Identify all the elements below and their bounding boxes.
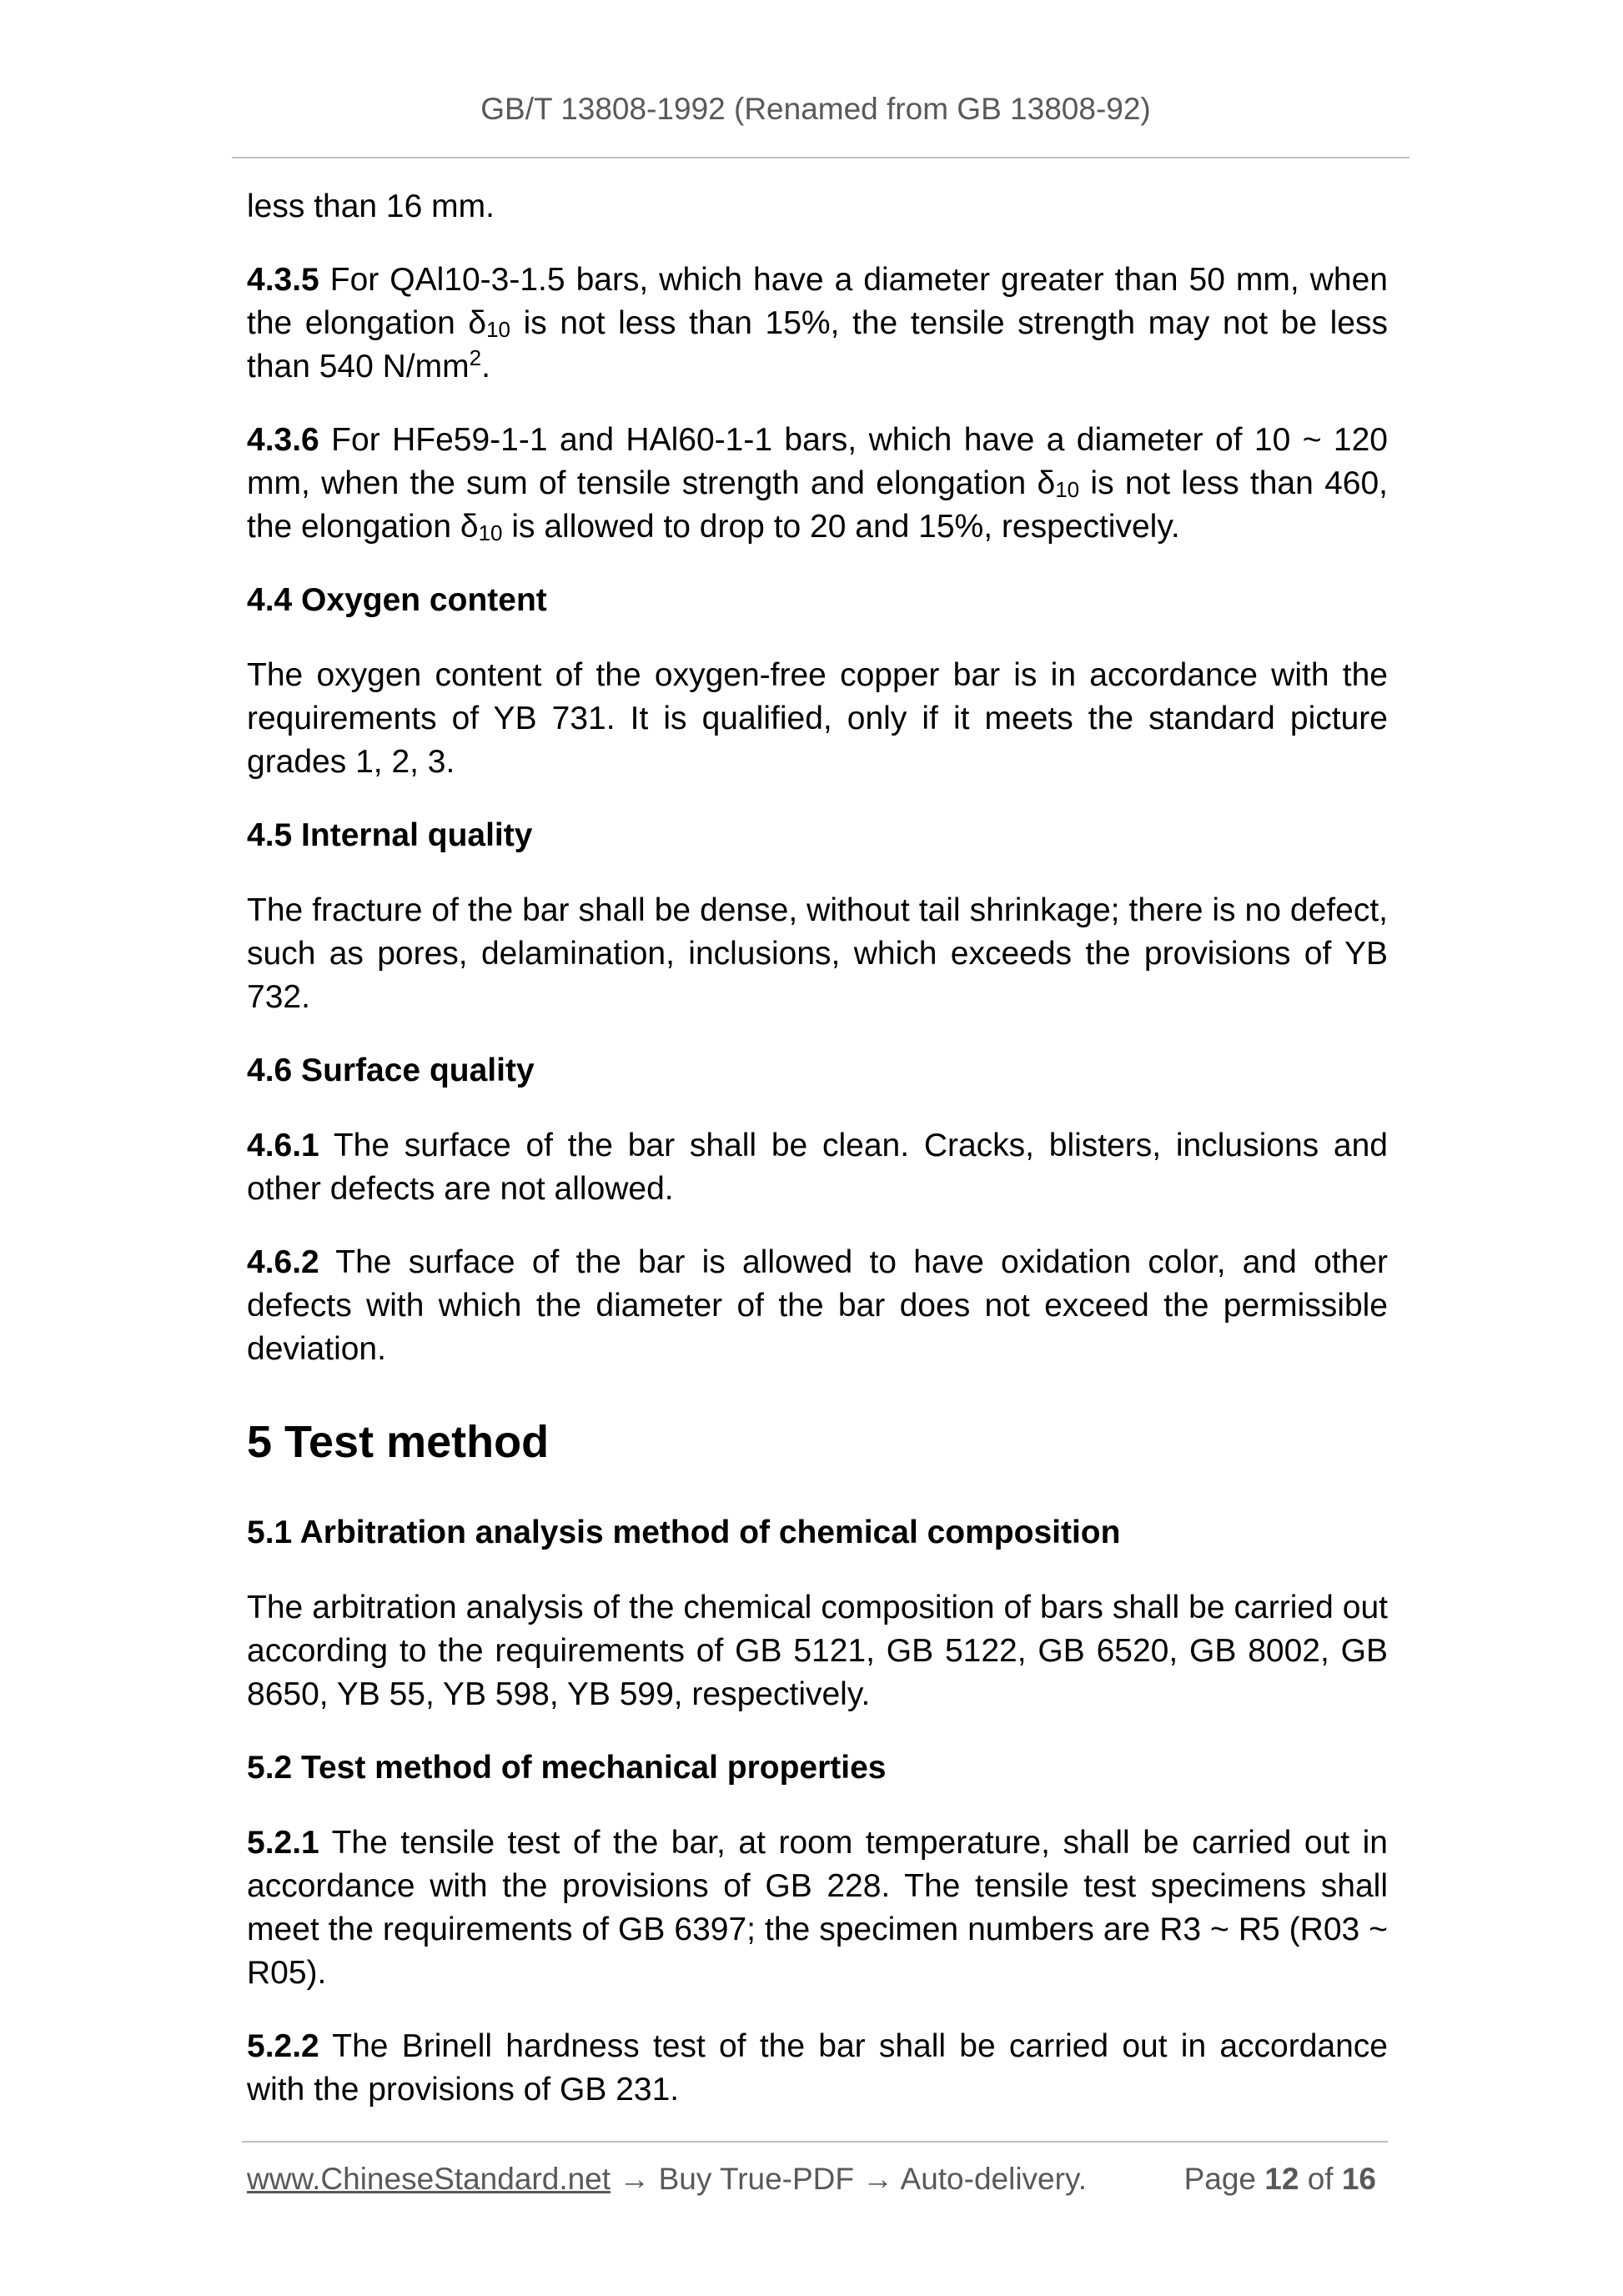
heading-4-4: 4.4 Oxygen content	[247, 582, 547, 618]
paragraph-arbitration-analysis: The arbitration analysis of the chemical composition of bars shall be carried out according to the requirements of GB 5121, GB 5122, GB 6520, GB 8002, GB 8650, YB 55, YB 598, YB 599, respectively.	[247, 1590, 1388, 1712]
clause-4-6-1	[247, 1124, 1388, 1211]
subscript: 10	[1055, 477, 1080, 502]
clause-text: is allowed to drop to 20 and 15%, respectively.	[502, 509, 1180, 545]
header-divider	[232, 157, 1409, 158]
subscript: 10	[486, 317, 511, 342]
clause-number: 4.6.1	[247, 1128, 319, 1163]
clause-4-3-5	[247, 259, 1388, 389]
clause-text: For QAl10-3-1.5 bars, which have a diameter greater than 50 mm, when the elongation δ	[247, 262, 1388, 341]
clause-number: 4.3.6	[247, 422, 319, 458]
heading-5-1: 5.1 Arbitration analysis method of chemical composition	[247, 1515, 1121, 1550]
heading-5-2: 5.2 Test method of mechanical properties	[247, 1750, 887, 1786]
clause-number: 5.2.2	[247, 2028, 319, 2064]
clause-text: The tensile test of the bar, at room temperature, shall be carried out in accordance with the provisions of GB 228. The tensile test specimens shall meet the requirements of GB 6397; the specimen numbers are R3 ~ R5 (R03 ~ R05).	[247, 1825, 1388, 1991]
heading-4-6: 4.6 Surface quality	[247, 1053, 535, 1088]
paragraph-internal-quality: The fracture of the bar shall be dense, without tail shrinkage; there is no defect, such as pores, delamination, inclusions, which exceeds the provisions of YB 732.	[247, 892, 1388, 1015]
clause-number: 4.6.2	[247, 1244, 319, 1280]
clause-text: The surface of the bar shall be clean. Cracks, blisters, inclusions and other defects are not allowed.	[247, 1128, 1388, 1207]
paragraph-oxygen-content: The oxygen content of the oxygen-free copper bar is in accordance with the requirements of YB 731. It is qualified, only if it meets the standard picture grades 1, 2, 3.	[247, 657, 1388, 780]
clause-4-6-2	[247, 1241, 1388, 1371]
clause-number: 4.3.5	[247, 262, 319, 298]
clause-number: 5.2.1	[247, 1825, 319, 1861]
page-number: 12	[1264, 2162, 1299, 2196]
clause-4-3-6	[247, 419, 1388, 549]
clause-text: is not less than 460, the elongation δ	[247, 465, 1388, 545]
clause-5-2-2	[247, 2025, 1388, 2112]
clause-text: The surface of the bar is allowed to have oxidation color, and other defects with which the diameter of the bar does not exceed the permissible deviation.	[247, 1244, 1388, 1367]
clause-text: is not less than 15%, the tensile strength may not be less than 540 N/mm	[247, 305, 1389, 384]
heading-4-5: 4.5 Internal quality	[247, 817, 533, 853]
page-header: GB/T 13808-1992 (Renamed from GB 13808-92)	[480, 92, 1151, 126]
subscript: 10	[478, 520, 503, 545]
document-body	[247, 185, 1388, 2112]
page-indicator	[1184, 2162, 1376, 2197]
clause-text: .	[481, 349, 490, 384]
page-label: Page	[1183, 2162, 1256, 2196]
website-link[interactable]: www.ChineseStandard.net	[247, 2162, 611, 2196]
clause-5-2-1	[247, 1821, 1388, 1995]
page-total: 16	[1341, 2162, 1376, 2196]
paragraph-continuation: less than 16 mm.	[247, 188, 495, 224]
section-heading-5: 5 Test method	[247, 1417, 550, 1467]
superscript: 2	[469, 345, 482, 370]
clause-text: The Brinell hardness test of the bar shall be carried out in accordance with the provisions of GB 231.	[247, 2028, 1388, 2108]
footer-tagline: → Buy True-PDF → Auto-delivery.	[611, 2162, 1087, 2196]
clause-text: For HFe59-1-1 and HAl60-1-1 bars, which have a diameter of 10 ~ 120 mm, when the sum of tensile strength and elongation δ	[247, 422, 1388, 501]
page-footer	[247, 2162, 1393, 2203]
of-label: of	[1307, 2162, 1334, 2196]
footer-divider	[242, 2141, 1388, 2143]
